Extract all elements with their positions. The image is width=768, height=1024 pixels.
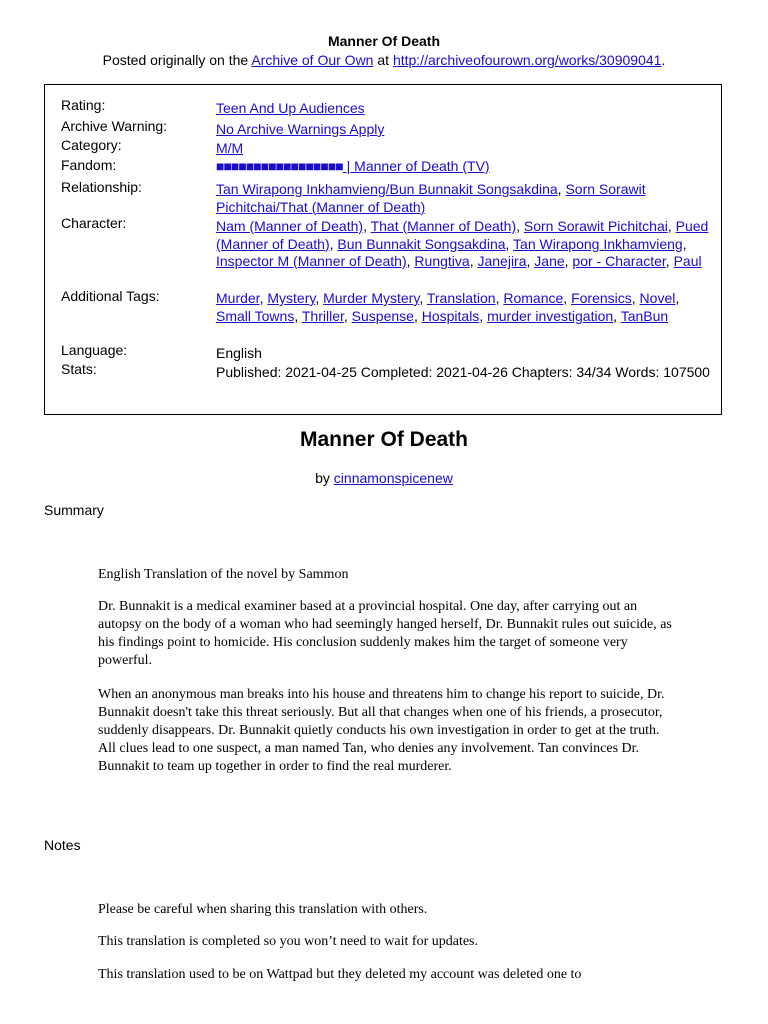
character-link[interactable]: Bun Bunnakit Songsakdina (337, 235, 506, 252)
tag-link[interactable]: murder investigation (487, 307, 614, 324)
tag-link[interactable]: Translation (426, 290, 496, 306)
notes-paragraph: This translation is completed so you won’t need to wait for updates. (98, 934, 479, 949)
character-link[interactable]: Sorn Sorawit Pichitchai (523, 218, 668, 234)
notes-paragraph: This translation used to be on Wattpad but they deleted my account was deleted one to (98, 967, 582, 982)
tag-link[interactable]: TanBun (620, 307, 669, 324)
at-text: at (373, 52, 393, 68)
tag-link[interactable]: Novel (639, 290, 676, 306)
character-link[interactable]: por - Character (572, 253, 666, 269)
tag-link[interactable]: Small Towns (216, 307, 295, 324)
fandom-original-name: ■■■■■■■■■■■■■■■■■ (216, 158, 343, 174)
author-link[interactable]: cinnamonspicenew (333, 470, 453, 486)
period: . (661, 52, 666, 68)
relationship-link[interactable]: Sorn Sorawit Pichitchai/That (Manner of Death) (216, 181, 646, 215)
summary-heading: Summary (44, 502, 104, 518)
tag-link[interactable]: Hospitals (421, 307, 480, 324)
character-link[interactable]: That (Manner of Death) (370, 218, 517, 234)
summary-paragraph: When an anonymous man breaks into his house and threatens him to change his report to suicide, Dr. Bunnakit doesn't take this threat seriously. But all that changes when one of his friends, a prosecutor, suddenly disappears. Dr. Bunnakit quietly conducts his own investigation in order to get at the truth. All clues lead to one suspect, a man named Tan, who denies any involvement. Tan convinces Dr. Bunnakit to team up together in order to find the real murderer. (98, 687, 665, 774)
fandom-name: | Manner of Death (TV) (346, 158, 490, 174)
summary-paragraph: Dr. Bunnakit is a medical examiner based at a provincial hospital. One day, after carrying out an autopsy on the body of a woman who had seemingly hanged herself, Dr. Bunnakit rules out suicide, as his findings point to homicide. His conclusion suddenly makes him the target of someone very powerful. (98, 599, 672, 668)
category-label: Category: (61, 137, 122, 153)
tag-link[interactable]: Thriller (301, 307, 344, 324)
byline (0, 470, 768, 486)
notes-heading: Notes (44, 837, 81, 853)
character-link[interactable]: Pued (Manner of Death) (216, 218, 709, 252)
character-label: Character: (61, 215, 127, 231)
character-link[interactable]: Rungtiva (414, 253, 470, 269)
rating-link[interactable]: Teen And Up Audiences (216, 100, 365, 116)
posted-line (0, 51, 768, 70)
posted-prefix: Posted originally on the (102, 52, 252, 68)
character-link[interactable]: Inspector M (Manner of Death) (216, 253, 407, 269)
tag-link[interactable]: Suspense (351, 307, 414, 324)
tag-link[interactable]: Murder (216, 290, 260, 306)
warning-label: Archive Warning: (61, 118, 168, 134)
tag-link[interactable]: Mystery (267, 290, 316, 306)
work-url-link[interactable]: http://archiveofourown.org/works/30909041 (392, 52, 662, 68)
tag-link[interactable]: Forensics (571, 290, 632, 306)
warning-link[interactable]: No Archive Warnings Apply (216, 121, 385, 137)
character-link[interactable]: Tan Wirapong Inkhamvieng (513, 235, 683, 252)
fandom-link[interactable] (216, 158, 490, 174)
language-label: Language: (61, 342, 128, 358)
archive-link[interactable]: Archive of Our Own (251, 52, 374, 68)
tags-label: Additional Tags: (61, 288, 160, 304)
character-link[interactable]: Nam (Manner of Death) (216, 218, 364, 234)
summary-paragraph: English Translation of the novel by Sammon (98, 567, 349, 582)
category-link[interactable]: M/M (216, 140, 244, 156)
work-title: Manner Of Death (299, 428, 469, 451)
character-link[interactable]: Janejira (477, 253, 527, 269)
stats-value: Published: 2021-04-25 Completed: 2021-04-26 Chapters: 34/34 Words: 107500 (216, 364, 710, 380)
notes-paragraph: Please be careful when sharing this translation with others. (98, 902, 428, 917)
relationship-link[interactable]: Tan Wirapong Inkhamvieng/Bun Bunnakit Songsakdina (216, 181, 558, 197)
rating-label: Rating: (61, 97, 106, 113)
language-value: English (216, 345, 262, 361)
tag-link[interactable]: Murder Mystery (323, 290, 420, 306)
tag-link[interactable]: Romance (503, 290, 564, 306)
document-title: Manner Of Death (327, 33, 440, 49)
stats-label: Stats: (61, 361, 97, 377)
relationship-label: Relationship: (61, 179, 142, 195)
metadata-box: Rating: Teen And Up Audiences Archive Warning: No Archive Warnings Apply Category: M/M Fandom: ■■■■■■■■■■■■■■■■■ | Manner of Death (TV) Relationship: Tan Wirapong Inkhamvieng/Bun Bunnakit Songsakdina, Sorn Sorawit Pichitchai/That (Manner of Death) Character: Nam (Manner of Death), That (Manner of Death), Sorn Sorawit Pichitchai, Pued (Manner of Death), Bun Bunnakit Songsakdina, Tan Wirapong Inkhamvieng, Inspector M (Manner of Death), Rungtiva, Janejira, Jane, por - Character, Paul Additional Tags: Murder, Mystery, Murder Mystery, Translation, Romance, Forensics, Novel, Small Towns, Thriller, Suspense, Hospitals, murder investigation, TanBun Language: English Stats: Published: 2021-04-25 Completed: 2021-04-26 Chapters: 34/34 Words: 107500 (44, 84, 722, 415)
by-text: by (315, 470, 334, 486)
document-header (0, 32, 768, 70)
character-link[interactable]: Jane (534, 253, 565, 269)
character-link[interactable]: Paul (673, 253, 702, 269)
fandom-label: Fandom: (61, 157, 117, 173)
